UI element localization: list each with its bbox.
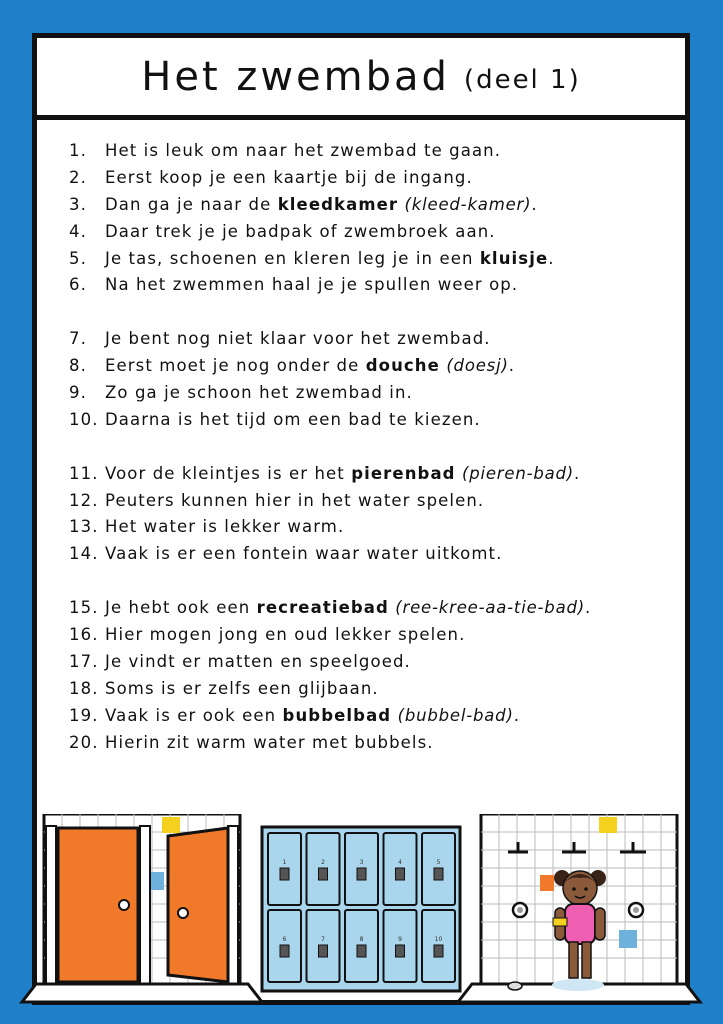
sentence-line bbox=[69, 488, 665, 515]
text-segment: Daarna is het tijd om een bad te kiezen. bbox=[105, 409, 481, 429]
sentence-number: 4. bbox=[69, 221, 87, 241]
sentence-number: 12. bbox=[69, 490, 99, 510]
sentence-number: 3. bbox=[69, 194, 87, 214]
text-segment: Eerst moet je nog onder de bbox=[105, 356, 366, 376]
locker-number: 9 bbox=[398, 936, 402, 943]
text-segment: Na het zwemmen haal je je spullen weer op. bbox=[105, 275, 519, 295]
pronunciation-hint: (doesj) bbox=[446, 356, 509, 376]
locker-number: 4 bbox=[398, 859, 402, 866]
pool-illustrations bbox=[0, 814, 723, 1024]
locker-number: 2 bbox=[321, 859, 325, 866]
sentence-text bbox=[105, 622, 465, 649]
sentence-number: 8. bbox=[69, 356, 87, 376]
pronunciation-hint: (kleed-kamer) bbox=[404, 194, 532, 214]
sentence-text bbox=[105, 192, 538, 219]
sentence-text bbox=[105, 595, 591, 622]
text-segment: Hierin zit warm water met bubbels. bbox=[105, 732, 434, 752]
locker-number: 6 bbox=[282, 936, 287, 943]
sentence-number: 20. bbox=[69, 732, 99, 752]
sentence-number: 7. bbox=[69, 329, 87, 349]
sentence-line bbox=[69, 353, 665, 380]
sentence-text bbox=[105, 703, 520, 730]
sentence-number: 11. bbox=[69, 463, 99, 483]
sentence-line bbox=[69, 272, 665, 299]
page-title: Het zwembad bbox=[141, 53, 450, 100]
sentence-number: 17. bbox=[69, 651, 99, 671]
text-segment: . bbox=[574, 463, 581, 483]
text-segment: Voor de kleintjes is er het bbox=[105, 463, 352, 483]
sentence-line bbox=[69, 246, 665, 273]
locker-illustration bbox=[262, 827, 460, 991]
text-segment: . bbox=[508, 356, 516, 376]
sentence-line bbox=[69, 703, 665, 730]
locker-door bbox=[307, 910, 340, 982]
text-segment: . bbox=[513, 705, 521, 725]
sentence-line bbox=[69, 138, 665, 165]
sentence-number: 9. bbox=[69, 383, 87, 403]
text-segment: Soms is er zelfs een glijbaan. bbox=[105, 678, 379, 698]
sentence-line bbox=[69, 461, 665, 488]
sentence-number: 18. bbox=[69, 678, 99, 698]
text-segment: Je tas, schoenen en kleren leg je in een bbox=[105, 248, 480, 268]
sentence-line bbox=[69, 380, 665, 407]
sentence-text bbox=[105, 165, 473, 192]
pronunciation-hint: (pieren-bad) bbox=[461, 463, 575, 483]
locker-door bbox=[268, 910, 301, 982]
text-segment: Je vindt er matten en speelgoed. bbox=[105, 651, 411, 671]
sentence-text bbox=[105, 488, 484, 515]
text-segment: Daar trek je je badpak of zwembroek aan. bbox=[105, 221, 496, 241]
sentence-text bbox=[105, 730, 434, 757]
sentence-number: 6. bbox=[69, 275, 87, 295]
keyword: douche bbox=[365, 356, 440, 376]
sentence-line bbox=[69, 622, 665, 649]
text-segment: Dan ga je naar de bbox=[105, 194, 278, 214]
sentence-text bbox=[105, 676, 379, 703]
sentence-number: 2. bbox=[69, 167, 87, 187]
sentence-line bbox=[69, 514, 665, 541]
locker-number: 10 bbox=[434, 936, 443, 943]
page-subtitle: (deel 1) bbox=[463, 64, 581, 95]
sentence-text bbox=[105, 326, 491, 353]
pronunciation-hint: (bubbel-bad) bbox=[397, 705, 514, 725]
sentence-text bbox=[105, 461, 580, 488]
sentence-number: 15. bbox=[69, 598, 99, 618]
text-segment: Zo ga je schoon het zwembad in. bbox=[105, 383, 413, 403]
sentence-number: 13. bbox=[69, 517, 99, 537]
paragraph-gap bbox=[69, 434, 665, 461]
sentence-number: 19. bbox=[69, 705, 99, 725]
locker-door bbox=[422, 833, 455, 905]
locker-door bbox=[268, 833, 301, 905]
text-segment: Het water is lekker warm. bbox=[105, 517, 345, 537]
sentence-line bbox=[69, 219, 665, 246]
text-segment: Je bent nog niet klaar voor het zwembad. bbox=[105, 329, 491, 349]
text-segment: . bbox=[548, 248, 555, 268]
sentence-line bbox=[69, 730, 665, 757]
sentence-text bbox=[105, 380, 413, 407]
sentence-text bbox=[105, 514, 344, 541]
text-segment: . bbox=[531, 194, 538, 214]
locker-door bbox=[345, 833, 378, 905]
sentence-line bbox=[69, 541, 665, 568]
paragraph-gap bbox=[69, 568, 665, 595]
locker-number: 8 bbox=[359, 936, 364, 943]
text-segment: Het is leuk om naar het zwembad te gaan. bbox=[105, 141, 502, 160]
text-segment: Je hebt ook een bbox=[105, 598, 257, 618]
text-segment: Vaak is er ook een bbox=[105, 705, 283, 725]
locker-door bbox=[307, 833, 340, 905]
text-segment: Peuters kunnen hier in het water spelen. bbox=[105, 490, 485, 510]
title-bar bbox=[37, 38, 685, 120]
locker-number: 1 bbox=[282, 859, 287, 866]
keyword: bubbelbad bbox=[282, 705, 392, 725]
sentence-text bbox=[105, 407, 481, 434]
sentence-text bbox=[105, 219, 496, 246]
locker-door bbox=[422, 910, 455, 982]
sentence-number: 14. bbox=[69, 544, 99, 564]
sentence-line bbox=[69, 407, 665, 434]
sentence-line bbox=[69, 676, 665, 703]
sentence-text bbox=[105, 541, 502, 568]
sentence-number: 5. bbox=[69, 248, 87, 268]
paragraph-gap bbox=[69, 299, 665, 326]
sentence-line bbox=[69, 595, 665, 622]
pronunciation-hint: (ree-kree-aa-tie-bad) bbox=[395, 598, 585, 618]
changing-cabin-illustration bbox=[22, 814, 262, 1002]
sentence-number: 1. bbox=[69, 141, 87, 160]
locker-door bbox=[345, 910, 378, 982]
text-segment: . bbox=[585, 598, 592, 618]
keyword: kleedkamer bbox=[277, 194, 399, 214]
sentence-text bbox=[105, 138, 501, 165]
sentence-number: 16. bbox=[69, 625, 99, 645]
text-segment: Hier mogen jong en oud lekker spelen. bbox=[105, 625, 466, 645]
keyword: recreatiebad bbox=[256, 598, 389, 618]
locker-door bbox=[384, 910, 417, 982]
sentence-line bbox=[69, 326, 665, 353]
sentence-text bbox=[105, 649, 411, 676]
keyword: pierenbad bbox=[351, 463, 456, 483]
sentence-text bbox=[105, 272, 518, 299]
text-segment: Vaak is er een fontein waar water uitkomt. bbox=[105, 544, 503, 564]
locker-number: 5 bbox=[436, 859, 441, 866]
locker-number: 7 bbox=[321, 936, 325, 943]
sentence-text bbox=[105, 353, 515, 380]
sentence-line bbox=[69, 192, 665, 219]
locker-number: 3 bbox=[359, 859, 364, 866]
text-segment: Eerst koop je een kaartje bij de ingang. bbox=[105, 167, 473, 187]
sentence-line bbox=[69, 649, 665, 676]
keyword: kluisje bbox=[479, 248, 549, 268]
sentence-list bbox=[69, 138, 665, 756]
sentence-line bbox=[69, 165, 665, 192]
sentence-text bbox=[105, 246, 555, 273]
locker-door bbox=[384, 833, 417, 905]
sentence-number: 10. bbox=[69, 409, 99, 429]
